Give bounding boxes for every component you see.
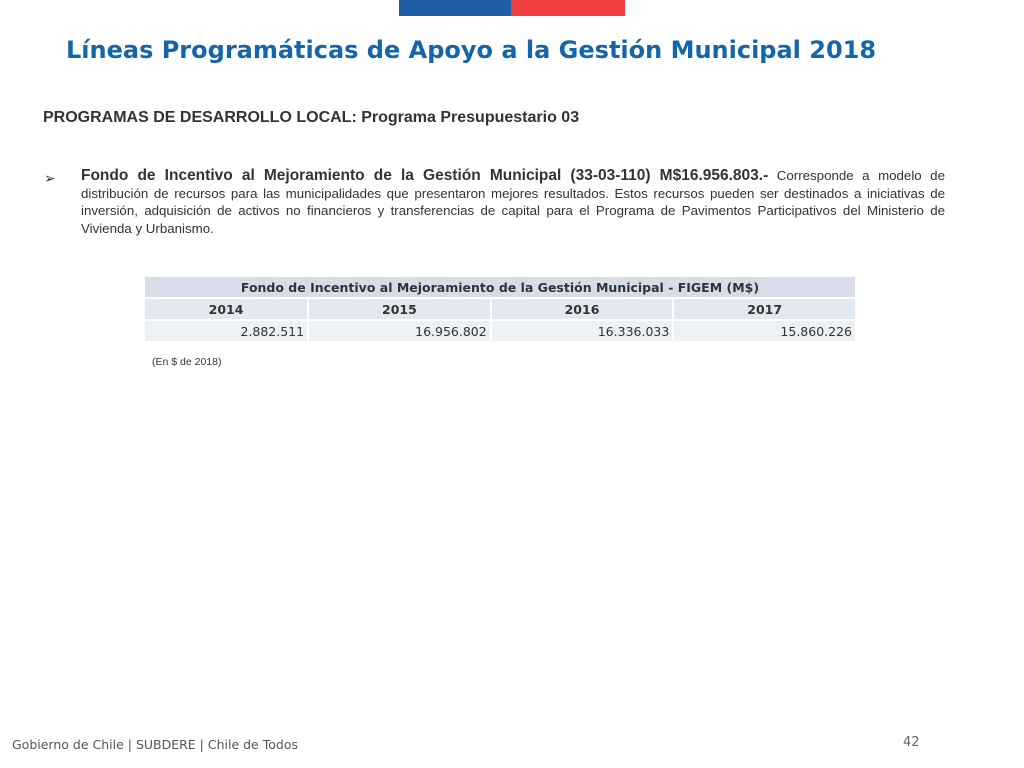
table-header-cell: 2015 — [309, 299, 490, 319]
footer-text: Gobierno de Chile | SUBDERE | Chile de Todos — [12, 737, 298, 752]
page-number: 42 — [903, 735, 920, 750]
table-header-cell: 2014 — [145, 299, 307, 319]
flag-red-bar — [511, 0, 625, 16]
table-header-row — [145, 299, 855, 319]
section-subtitle: PROGRAMAS DE DESARROLLO LOCAL: Programa Presupuestario 03 — [43, 109, 580, 126]
table-cell: 2.882.511 — [145, 321, 307, 341]
bullet-paragraph — [81, 167, 945, 237]
page-title: Líneas Programáticas de Apoyo a la Gestión Municipal 2018 — [66, 36, 877, 64]
table-cell: 15.860.226 — [674, 321, 855, 341]
table-header-cell: 2017 — [674, 299, 855, 319]
bullet-body: Corresponde a modelo de distribución de recursos para las municipalidades que presentaron mejores resultados. Estos recursos pueden ser destinados a iniciativas de inversión, adquisición de activos no financieros y transferencias de capital para el Programa de Pavimentos Participativos del Ministerio de Vivienda y Urbanismo. — [81, 168, 945, 236]
table-cell: 16.336.033 — [492, 321, 673, 341]
table-header-cell: 2016 — [492, 299, 673, 319]
table-caption-row — [145, 277, 855, 297]
table-cell: 16.956.802 — [309, 321, 490, 341]
table-caption: Fondo de Incentivo al Mejoramiento de la Gestión Municipal - FIGEM (M$) — [145, 277, 855, 297]
table-row — [145, 321, 855, 341]
table-note: (En $ de 2018) — [152, 356, 222, 368]
arrow-bullet-icon: ➢ — [44, 170, 56, 186]
figem-table — [143, 275, 857, 343]
bullet-lead: Fondo de Incentivo al Mejoramiento de la Gestión Municipal (33-03-110) M$16.956.803.- — [81, 167, 769, 184]
flag-blue-bar — [399, 0, 511, 16]
